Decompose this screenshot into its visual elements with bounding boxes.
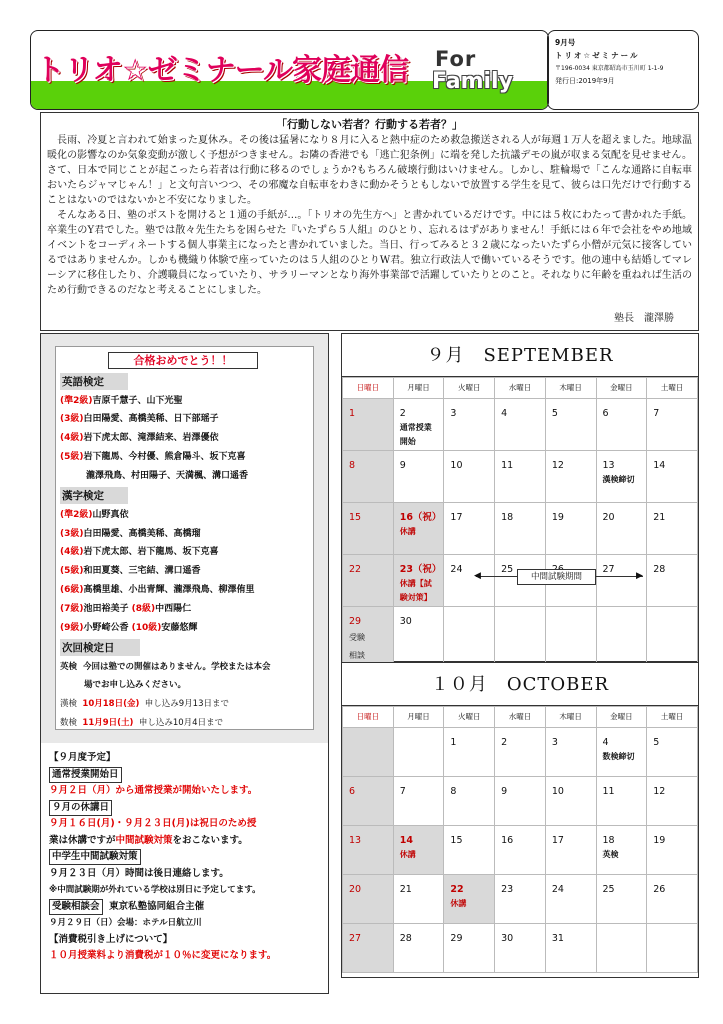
weekday-5: 金曜日: [596, 378, 647, 399]
day-event: 休講: [399, 850, 416, 859]
for-label: For: [435, 47, 477, 71]
september-grid: [342, 377, 698, 684]
day-number: 3: [551, 737, 558, 748]
day-number: 6: [602, 408, 609, 419]
calendar-day-cell: [343, 924, 394, 973]
october-grid: [342, 706, 698, 973]
schedule-consult-text: ９月２９日（日）会場：ホテル日航立川: [49, 918, 202, 928]
schedule-heading-consult: 受験相談会: [49, 899, 103, 915]
day-number: 9: [501, 786, 508, 797]
exam-period-label: 中間試験期間: [517, 569, 596, 585]
day-number: 9: [399, 460, 406, 471]
weekday-6: 土曜日: [647, 378, 698, 399]
calendar-day-cell: [444, 451, 495, 503]
arrow-left-head: ◀: [474, 571, 481, 581]
calendar-day-cell: [545, 451, 596, 503]
day-event: 休講: [450, 899, 467, 908]
calendar-day-cell: [647, 503, 698, 555]
calendar-day-cell: [545, 924, 596, 973]
weekday-3: 水曜日: [495, 378, 546, 399]
calendar-day-cell: [393, 777, 444, 826]
kanken-line-2: (3級)白田陽愛、高橋美稀、高橋瑠: [60, 529, 201, 539]
day-number: 19: [551, 512, 564, 523]
essay-title: 「行動しない若者？行動する若者？」: [276, 118, 463, 131]
september-schedule: [41, 746, 328, 993]
day-event: 休講: [399, 527, 416, 536]
calendar-day-cell: [393, 399, 444, 451]
day-number: 8: [450, 786, 457, 797]
weekday-0: 日曜日: [343, 707, 394, 728]
calendar-day-cell: [596, 451, 647, 503]
eiken-line-4: (5級)岩下龍馬、今村優、熊倉陽斗、坂下克喜: [60, 452, 246, 462]
calendar-week-row: [343, 826, 698, 875]
day-number: 11: [501, 460, 514, 471]
day-number: 10: [450, 460, 463, 471]
weekday-1: 月曜日: [393, 707, 444, 728]
day-number: 30: [399, 616, 412, 627]
day-number: 4: [602, 737, 609, 748]
calendar-day-cell: [444, 503, 495, 555]
arrow-right-head: ▶: [636, 571, 643, 581]
calendar-day-cell: [343, 777, 394, 826]
calendar-day-cell: [393, 728, 444, 777]
day-number: 14: [653, 460, 666, 471]
calendar-day-cell: [647, 728, 698, 777]
calendar-day-cell: [393, 451, 444, 503]
day-number: 13: [602, 460, 615, 471]
day-number: 27: [602, 564, 615, 575]
calendar-day-cell: [495, 728, 546, 777]
day-number: 21: [399, 884, 412, 895]
eiken-next-line-2: 場でお申し込みください。: [84, 680, 187, 690]
kanken-header: 漢字検定: [60, 487, 128, 504]
calendar-day-cell: [343, 451, 394, 503]
day-number: 12: [653, 786, 666, 797]
day-event: 休講【試験対策】: [399, 579, 432, 602]
day-number: 17: [551, 835, 564, 846]
calendar-day-cell: [393, 555, 444, 607]
day-number: 19: [653, 835, 666, 846]
day-event: 通常授業開始: [399, 423, 432, 446]
schedule-classes-text: ９月２日（月）から通常授業が開始いたします。: [49, 785, 258, 796]
day-number: 29: [349, 616, 362, 627]
day-number: 1: [349, 408, 356, 419]
issue-date: 発行日:2019年9月: [555, 77, 615, 85]
org-address: 〒196-0034 東京都昭島市玉川町 1-1-9: [555, 65, 664, 72]
day-number: 17: [450, 512, 463, 523]
calendar-day-cell: [545, 728, 596, 777]
kanken-line-6: (7級)池田裕美子 (8級)中西陽仁: [60, 604, 192, 614]
eiken-line-3: (4級)岩下虎太郎、滝澤結来、岩澤優依: [60, 433, 219, 443]
next-exam-header: 次回検定日: [60, 639, 140, 656]
day-number: 8: [349, 460, 356, 471]
pass-results: [55, 346, 314, 730]
day-number: 7: [653, 408, 660, 419]
calendar-day-cell: [647, 875, 698, 924]
schedule-heading-holidays: ９月の休講日: [49, 800, 112, 816]
pass-title: 合格おめでとう！！: [108, 352, 258, 369]
essay-signature: 塾長 瀧澤勝: [614, 313, 674, 324]
calendar-day-cell: [343, 555, 394, 607]
day-number: 1: [450, 737, 457, 748]
schedule-holidays-text-1: ９月１６日(月)・９月２３日(月)は祝日のため授: [49, 818, 257, 829]
day-number: 16: [501, 835, 514, 846]
calendar-week-row: [343, 875, 698, 924]
day-number: 11: [602, 786, 615, 797]
weekday-4: 木曜日: [545, 707, 596, 728]
day-number: 24: [551, 884, 564, 895]
calendar-day-cell: [596, 399, 647, 451]
day-number: 16（祝）: [399, 512, 442, 523]
weekday-1: 月曜日: [393, 378, 444, 399]
essay-section: [40, 112, 699, 331]
day-number: 10: [551, 786, 564, 797]
day-number: 21: [653, 512, 666, 523]
schedule-title: 【９月度予定】: [49, 752, 116, 763]
day-number: 14: [399, 835, 413, 846]
day-number: 7: [399, 786, 406, 797]
calendar-day-cell: [343, 826, 394, 875]
calendar-day-cell: [495, 826, 546, 875]
schedule-exam-text-2: ※中間試験期が外れている学校は別日に予定してます。: [49, 885, 261, 895]
schedule-tax-text: １０月授業料より消費税が１０％に変更になります。: [49, 950, 277, 961]
eiken-line-1: (準2級)吉原千慧子、山下光聖: [60, 396, 183, 406]
day-event: 英検: [602, 850, 619, 859]
eiken-next-line-1: 英検 今回は塾での開催はありません。学校または本会: [60, 662, 271, 672]
day-number: 30: [501, 933, 514, 944]
calendar-day-cell: [343, 875, 394, 924]
calendar-day-cell: [647, 826, 698, 875]
day-number: 20: [602, 512, 615, 523]
day-number: 3: [450, 408, 457, 419]
calendar-day-cell: [545, 875, 596, 924]
calendar-day-cell: [495, 875, 546, 924]
day-number: 6: [349, 786, 356, 797]
calendar-day-cell: [393, 875, 444, 924]
calendar-day-cell: [647, 555, 698, 607]
day-number: 2: [501, 737, 508, 748]
newsletter-title: トリオ☆ゼミナール家庭通信: [35, 53, 408, 88]
october-title: １０月 OCTOBER: [342, 663, 698, 706]
calendar-day-cell: [444, 924, 495, 973]
calendar-day-cell: [596, 826, 647, 875]
calendar-day-cell: [444, 826, 495, 875]
weekday-2: 火曜日: [444, 707, 495, 728]
day-event: 受験相談: [349, 633, 365, 660]
day-number: 18: [602, 835, 615, 846]
day-event: 数検締切: [602, 752, 635, 761]
newsletter-header: [30, 30, 549, 110]
day-number: 25: [501, 564, 514, 575]
calendar-day-cell: [545, 777, 596, 826]
calendar-day-cell: [444, 875, 495, 924]
day-number: 12: [551, 460, 564, 471]
schedule-consult-host: 東京私塾協同組合主催: [109, 900, 205, 912]
day-number: 4: [501, 408, 508, 419]
september-title: ９月 SEPTEMBER: [342, 334, 698, 377]
calendar-day-cell: [444, 555, 495, 607]
day-number: 28: [653, 564, 666, 575]
calendar-day-cell: [596, 777, 647, 826]
day-number: 5: [551, 408, 558, 419]
calendar-day-cell: [343, 728, 394, 777]
day-number: 26: [653, 884, 666, 895]
calendar-day-cell: [495, 503, 546, 555]
calendar-week-row: [343, 728, 698, 777]
calendar-day-cell: [647, 924, 698, 973]
issue-info: [547, 30, 699, 110]
calendar-day-cell: [393, 503, 444, 555]
kanken-line-1: (準2級)山野真依: [60, 510, 129, 520]
day-number: 22: [349, 564, 362, 575]
day-number: 20: [349, 884, 362, 895]
calendar-day-cell: [647, 777, 698, 826]
schedule-holidays-text-2: 業は休講ですが中間試験対策をおこないます。: [49, 834, 248, 846]
calendar-day-cell: [545, 399, 596, 451]
day-number: 5: [653, 737, 660, 748]
eiken-line-5: 瀧澤飛鳥、村田陽子、天満楓、溝口遥香: [86, 471, 249, 481]
day-number: 27: [349, 933, 362, 944]
weekday-0: 日曜日: [343, 378, 394, 399]
schedule-tax-heading: 【消費税引き上げについて】: [49, 933, 173, 945]
day-number: 29: [450, 933, 463, 944]
kanken-line-4: (5級)和田夏葵、三宅結、溝口遥香: [60, 566, 201, 576]
calendar-day-cell: [545, 826, 596, 875]
issue-number: 9月号: [555, 38, 576, 47]
eiken-header: 英語検定: [60, 373, 128, 390]
pass-frame: [41, 334, 328, 743]
calendar-day-cell: [596, 728, 647, 777]
day-event: 漢検締切: [602, 475, 635, 484]
day-number: 25: [602, 884, 615, 895]
kanken-next-line: 漢検 10月18日(金) 申し込み9月13日まで: [60, 699, 229, 709]
calendar-week-row: [343, 451, 698, 503]
kanken-line-7: (9級)小野崎公香 (10級)安藤悠輝: [60, 623, 198, 633]
weekday-header-row: [343, 707, 698, 728]
calendar-day-cell: [444, 399, 495, 451]
schedule-heading-classes: 通常授業開始日: [49, 767, 122, 783]
calendar-week-row: [343, 503, 698, 555]
calendar-day-cell: [596, 875, 647, 924]
calendar-day-cell: [444, 777, 495, 826]
day-number: 22: [450, 884, 464, 895]
calendar-day-cell: [393, 924, 444, 973]
day-number: 24: [450, 564, 463, 575]
calendar-day-cell: [545, 503, 596, 555]
calendar-day-cell: [495, 399, 546, 451]
suken-next-line: 数検 11月9日(土) 申し込み10月4日まで: [60, 718, 224, 728]
day-number: 2: [399, 408, 406, 419]
schedule-exam-text-1: ９月２３日（月）時間は後日連絡します。: [49, 867, 229, 879]
calendar-day-cell: [596, 924, 647, 973]
essay-paragraph-1: 長雨、冷夏と言われて始まった夏休み。その後は猛暑になり８月に入ると熱中症のため救急搬送される人が毎週１万人を超えました。地球温暖化の影響なのか気象変動が激しく予想がつきません。お隣の香港でも「逃亡犯条例」に端を発した抗議デモの嵐が収まる気配を見せません。さて、日本で同じことが起こったら若者は行動に移るのでしょうか?もちろん破壊行動はいけません。しかし、駐輪場で「こんな通路に自転車おいたらジャマじゃん！」と文句言いつつ、その邪魔な自転車をわきに動かそうともしないで放置する学生を見て、彼らは口先だけで行動することはないのではないかと不安になりました。: [47, 135, 692, 206]
calendar-day-cell: [495, 924, 546, 973]
calendar-day-cell: [495, 451, 546, 503]
weekday-4: 木曜日: [545, 378, 596, 399]
day-number: 28: [399, 933, 412, 944]
calendar-day-cell: [647, 399, 698, 451]
calendar-day-cell: [343, 503, 394, 555]
day-number: 18: [501, 512, 514, 523]
left-column: [40, 333, 329, 994]
october-calendar: [341, 662, 699, 978]
calendar-day-cell: [444, 728, 495, 777]
schedule-heading-exam: 中学生中間試験対策: [49, 849, 141, 865]
weekday-header-row: [343, 378, 698, 399]
essay-paragraph-2: そんなある日、塾のポストを開けると１通の手紙が…。「トリオの先生方へ」と書かれているだけです。中には５枚にわたって書かれた手紙。卒業生のY君でした。塾では散々先生たちを困らせた『いたずら５人組』のひとり、忘れるはずがありません！手紙には６年で会社をやめ地域イベントをコーディネートする個人事業主になったと書かれていました。当日、行ってみると３２歳になったいたずら小僧が元気に接客しているではありませんか。しかも機織り体験で座っていたのは５人組のひとりW君。独立行政法人で働いているそうです。他の連中も結婚してマレーシアに移住したり、介護職員になっていたり、サラリーマンとなり海外事業部で活躍していたりとのこと。それなりに年齢を重ねれば生活のため行動できるのだなと考えることにしました。: [47, 210, 692, 296]
weekday-6: 土曜日: [647, 707, 698, 728]
eiken-line-2: (3級)白田陽愛、高橋美稀、日下部瑶子: [60, 414, 219, 424]
day-number: 23: [501, 884, 514, 895]
day-number: 31: [551, 933, 564, 944]
day-number: 15: [450, 835, 463, 846]
calendar-day-cell: [495, 777, 546, 826]
calendar-week-row: [343, 777, 698, 826]
day-number: 13: [349, 835, 362, 846]
kanken-line-5: (6級)高橋里雄、小出青輝、瀧澤飛鳥、柳澤侑里: [60, 585, 255, 595]
day-number: 15: [349, 512, 362, 523]
kanken-line-3: (4級)岩下虎太郎、岩下龍馬、坂下克喜: [60, 547, 219, 557]
september-calendar: [341, 333, 699, 662]
calendar-day-cell: [393, 826, 444, 875]
calendar-day-cell: [596, 503, 647, 555]
calendar-day-cell: [647, 451, 698, 503]
day-number: 23（祝）: [399, 564, 442, 575]
org-name: トリオ☆ゼミナール: [555, 51, 640, 60]
family-label: Family: [432, 69, 513, 94]
weekday-3: 水曜日: [495, 707, 546, 728]
weekday-2: 火曜日: [444, 378, 495, 399]
weekday-5: 金曜日: [596, 707, 647, 728]
calendar-week-row: [343, 399, 698, 451]
calendar-week-row: [343, 924, 698, 973]
calendar-day-cell: [343, 399, 394, 451]
